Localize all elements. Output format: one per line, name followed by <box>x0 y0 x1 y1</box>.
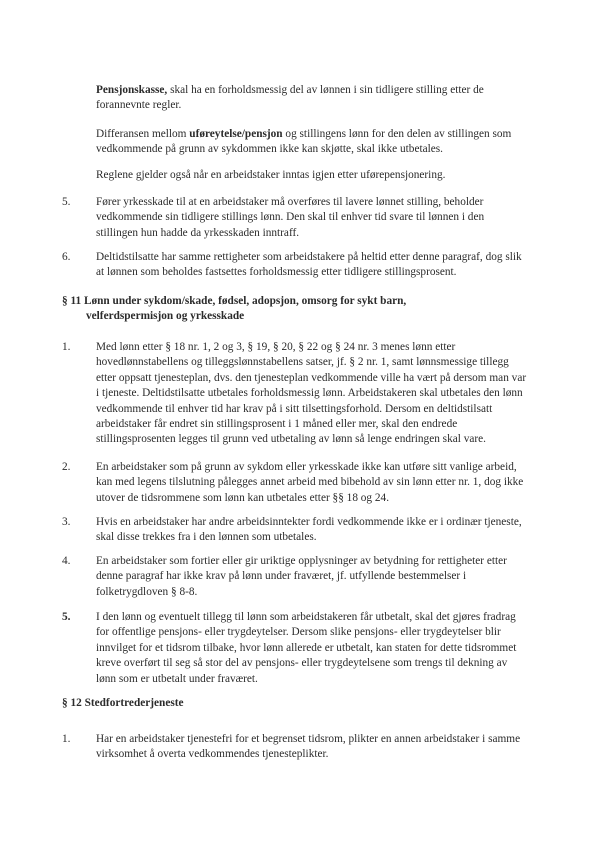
item-text: Deltidstilsatte har samme rettigheter som arbeidstakere på heltid etter denne paragraf, dog slik at lønnen som beholdes fastsettes forholdsmessig etter tidligere stillingsprosent. <box>96 251 522 279</box>
item-text: I den lønn og eventuelt tillegg til lønn som arbeidstakeren får utbetalt, skal det gjøres fradrag for offentlige pensjons- eller trygdeytelser. Dersom slike pensjons- eller trygdeytelser blir innvilget for et tidsrom tilbake, hvor lønn allerede er utbetalt, kan staten for dette tidsrommet kreve overført til seg så stor del av pensjons- eller trygdeytelsene som trengs til dekning av lønn som er utbetalt under fraværet. <box>96 611 517 685</box>
item-text: Med lønn etter § 18 nr. 1, 2 og 3, § 19, § 20, § 22 og § 24 nr. 3 menes lønn etter hovedlønnstabellens og tilleggslønnstabellens satser, jf. § 2 nr. 1, samt lønnsmessige tillegg etter oppsatt tjenesteplan, dvs. den tjenesteplan vedkommende ville ha vært på dersom man var i tjeneste. Deltidstilsatte utbetales forholdsmessig lønn. Arbeidstakeren skal utbetales den lønn vedkommende til enhver tid har krav på i sitt tilsettingsforhold. Dersom en deltidstilsatt arbeidstaker får endret sin stillingsprosent i 1 måned eller mer, skal den endrede stillingsprosenten legges til grunn ved utbetaling av lønn så lenge endringen skal vare. <box>96 341 527 446</box>
item-text: En arbeidstaker som fortier eller gir uriktige opplysninger av betydning for rettigheter etter denne paragraf har ikke krav på lønn under fraværet, jf. utfyllende bestemmelser i folketrygdloven § 8-8. <box>96 555 507 598</box>
item-number: 6. <box>62 251 71 263</box>
list-item <box>62 460 532 510</box>
heading-line: § 12 Stedfortrederjeneste <box>62 697 184 709</box>
bold-term: Pensjonskasse, <box>96 84 168 96</box>
paragraph-text: skal ha en forholdsmessig del av lønnen i sin tidligere stilling etter de forannevnte regler. <box>96 84 484 112</box>
item-number: 3. <box>62 516 71 528</box>
list-item <box>62 515 532 549</box>
item-number: 1. <box>62 341 71 353</box>
item-number: 1. <box>62 733 71 745</box>
paragraph-reglene: Reglene gjelder også når en arbeidstaker inntas igjen etter uførepensjonering. <box>96 169 446 181</box>
paragraph-text: og stillingens lønn for den delen av stillingen som vedkommende på grunn av sykdommen ikke kan skjøtte, skal ikke utbetales. <box>96 128 512 156</box>
item-number: 2. <box>62 461 71 473</box>
item-number: 5. <box>62 196 71 208</box>
list-item <box>62 732 532 766</box>
heading-line: § 11 Lønn under sykdom/skade, fødsel, adopsjon, omsorg for sykt barn, <box>62 295 407 307</box>
list-item <box>62 554 532 604</box>
section-heading-11 <box>62 294 532 325</box>
list-item <box>62 610 532 685</box>
item-number: 5. <box>62 611 71 623</box>
section-heading-12 <box>62 696 532 711</box>
list-item <box>62 340 532 465</box>
paragraph-differansen <box>96 127 526 158</box>
paragraph-text: Differansen mellom <box>96 128 190 140</box>
heading-line: velferdspermisjon og yrkesskade <box>86 310 245 323</box>
item-text: Hvis en arbeidstaker har andre arbeidsinntekter fordi vedkommende ikke er i ordinær tjeneste, skal disse trekkes fra i den lønnen som utbetales. <box>96 516 522 544</box>
item-text: En arbeidstaker som på grunn av sykdom eller yrkesskade ikke kan utføre sitt vanlige arbeid, kan med legens tilslutning pålegges annet arbeid med bibehold av sin lønn etter nr. 1, dog ikke utover de tidsrommene som lønn kan utbetales etter §§ 18 og 24. <box>96 461 524 504</box>
item-text: Fører yrkesskade til at en arbeidstaker må overføres til lavere lønnet stilling, beholder vedkommende sin tidligere stillings lønn. Den skal til enhver tid svare til lønnen i den stillingen hun hadde da yrkesskaden inntraff. <box>96 196 485 239</box>
list-item <box>62 250 532 284</box>
item-number: 4. <box>62 555 71 567</box>
list-item <box>62 195 532 245</box>
bold-term: uføreytelse/pensjon <box>189 128 283 140</box>
paragraph-pensjonskasse <box>96 83 526 114</box>
item-text: Har en arbeidstaker tjenestefri for et begrenset tidsrom, plikter en annen arbeidstaker i samme virksomhet å overta vedkommendes tjenesteplikter. <box>96 733 521 761</box>
